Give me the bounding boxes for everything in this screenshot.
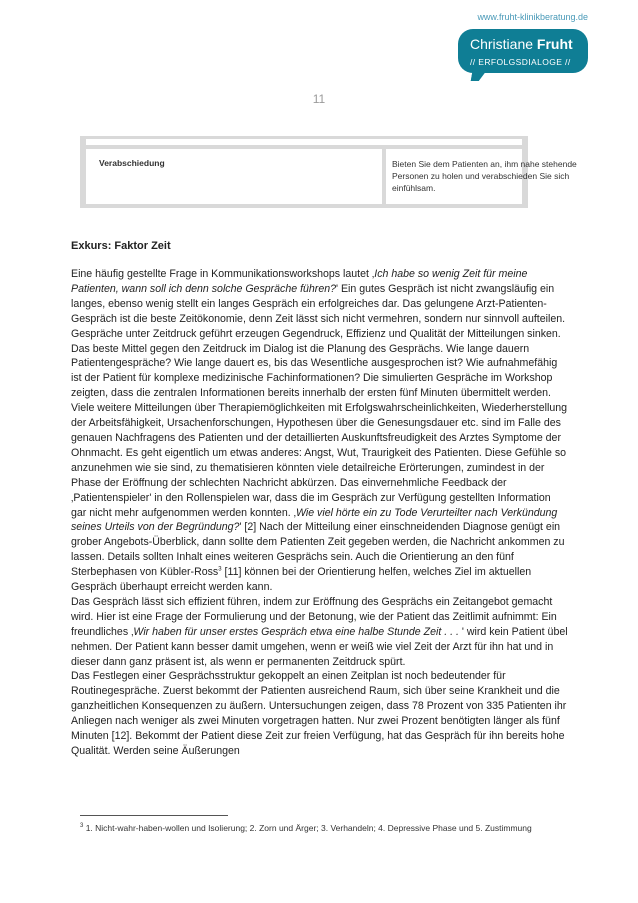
paragraph <box>71 669 568 758</box>
table-row-empty <box>86 139 522 145</box>
brand-logo <box>458 29 588 73</box>
brand-subtitle: // ERFOLGSDIALOGE // <box>470 57 571 67</box>
text-segment: ' [2] Nach der Mitteilung einer einschneidenden Diagnose genügt ein grober Angebots-Überblick, dann sollte dem Patienten Zeit gegeben werden, die Nachricht ankommen zu lassen. Details sollten Inhalt eines weiteren Gesprächs sein. Auch die Orientierung an den fünf Sterbephasen von Kübler-Ross <box>71 521 565 579</box>
brand-name: Christiane Fruht <box>470 36 573 52</box>
phase-label: Verabschiedung <box>99 158 165 168</box>
text-segment: ' wird kein Patient übel nehmen. Der Patient kann besser damit umgehen, wenn er weiß wie viel Zeit der Arzt für ihn hat und in dieser dann ganz präsent ist, als wenn er permanenten Zeitdruck spürt. <box>71 625 568 668</box>
table-fragment <box>80 136 577 208</box>
footnote-text: 1. Nicht-wahr-haben-wollen und Isolierung; 2. Zorn und Ärger; 3. Verhandeln; 4. Depressive Phase und 5. Zustimmung <box>83 823 532 833</box>
footnote <box>80 822 540 835</box>
text-segment: Eine häufig gestellte Frage in Kommunikationsworkshops lautet ‚ <box>71 268 375 280</box>
quote-text: Ich habe so wenig Zeit für meine Patienten, wann soll ich denn solche Gespräche führen? <box>71 268 528 295</box>
paragraph <box>71 595 568 670</box>
page-number: 11 <box>312 92 326 106</box>
paragraph <box>71 267 568 595</box>
footnote-reference: 3 <box>218 566 222 573</box>
footnote-mark: 3 <box>80 823 84 830</box>
quote-text: Wie viel hörte ein zu Tode Verurteilter nach Verkündung seines Urteils von der Begründung? <box>71 506 558 534</box>
website-link[interactable]: www.fruht-klinikberatung.de <box>477 12 588 22</box>
footnote-divider <box>80 815 228 816</box>
phase-description: Bieten Sie dem Patienten an, ihm nahe stehende Personen zu holen und verabschieden Sie sich einfühlsam. <box>392 159 577 193</box>
body-text <box>71 267 568 759</box>
section-title: Exkurs: Faktor Zeit <box>71 240 171 252</box>
table-cell-label <box>86 149 382 204</box>
text-segment: ' Ein gutes Gespräch ist nicht zwangsläufig ein langes, ebenso wenig stellt ein langes Gespräch ein erfolgreiches dar. Das gelungene Arzt-Patienten-Gespräch ist die beste Zeitökonomie, denn Zeit lässt sich nicht vermehren, sondern nur sinnvoll aufteilen. Gespräche unter Zeitdruck geführt erzeugen Gegendruck, Effizienz und Qualität der Mitteilungen sinken. Das beste Mittel gegen den Zeitdruck im Dialog ist die Planung des Gesprächs. Wie lange dauern Patientengespräche? Wie lange dauert es, bis das Wesentliche ausgesprochen ist? Wie aufnahmefähig ist der Patient für komplexe medizinische Fachinformationen? Die simulierten Gespräche im Workshop zeigten, dass die zentralen Informationen bereits innerhalb der ersten fünf Minuten übermittelt werden. Viele weitere Mitteilungen über Therapiemöglichkeiten mit Erfolgswahrscheinlichkeiten, Wiederherstellung der Arbeitsfähigkeit, Ursachenforschungen, Hypothesen über die Genesungsdauer etc. sind im Falle des genauen Nachfragens des Patienten und der detaillierten Auskunftsfreudigkeit des Arztes Symptome der Ohnmacht. Es geht eigentlich um etwas anderes: Angst, Wut, Traurigkeit des Patienten. Diese Gefühle so anzunehmen wie sie sind, zu thematisieren könnten viele detailreiche Erörterungen, zumindest in der Phase der Eröffnung der schlechten Nachricht abkürzen. Das einvernehmliche Feedback der ‚Patientenspieler' in den Rollenspielen war, dass die im Gespräch zur Verfügung gestellten Information gar nicht mehr aufgenommen werden konnten. ‚ <box>71 282 568 519</box>
table-cell-text <box>386 149 577 204</box>
text-segment: Das Festlegen einer Gesprächsstruktur gekoppelt an einen Zeitplan ist noch bedeutender für Routinegespräche. Zuerst bekommt der Patienten ausreichend Raum, sich über seine Krankheit und die ganzheitlichen Konsequenzen zu äußern. Untersuchungen zeigen, dass 78 Prozent von 335 Patienten ihr Anliegen nach weniger als zwei Minuten vorgetragen hatten. Nur zwei Prozent benötigten länger als fünf Minuten [12]. Bekommt der Patient diese Zeit zur freien Verfügung, hat das Gespräch für ihn bereits hohe Qualität. Werden seine Äußerungen <box>71 670 567 757</box>
quote-text: Wir haben für unser erstes Gespräch etwa eine halbe Stunde Zeit . . . <box>133 625 459 638</box>
text-segment: [11] können bei der Orientierung helfen, welches Ziel im aktuellen Gespräch überhaupt erreicht werden kann. <box>71 566 532 594</box>
speech-bubble-tail <box>471 67 489 81</box>
text-segment: Das Gespräch lässt sich effizient führen, indem zur Eröffnung des Gesprächs ein Zeitangebot gemacht wird. Hier ist eine Frage der Formulierung und der Betonung, wie der Patient das Zeitlimit aufnimmt: Ein freundliches ‚ <box>71 595 557 638</box>
